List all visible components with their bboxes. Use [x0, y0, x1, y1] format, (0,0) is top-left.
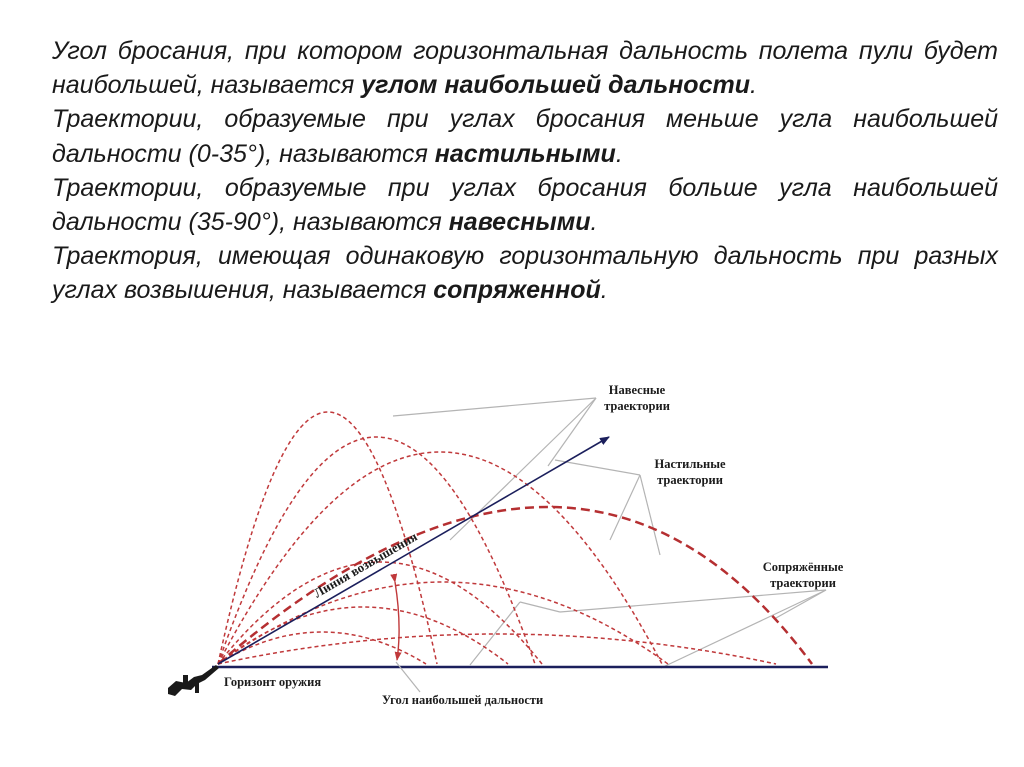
max-range-angle-label: Угол наибольшей дальности — [382, 693, 544, 707]
paragraph: Траектория, имеющая одинаковую горизонтальную дальность при разных углах возвышения, называется сопряженной. — [52, 242, 998, 305]
weapon-horizon-label: Горизонт оружия — [224, 675, 322, 689]
high-trajectories-label-line1: Навесные — [608, 383, 666, 397]
rifle-icon — [168, 665, 219, 696]
flat-trajectory-3 — [218, 632, 426, 664]
elevation-line-arrow — [218, 437, 609, 664]
conjugate-trajectories-label-line2: траектории — [770, 576, 836, 590]
paragraph: Угол бросания, при котором горизонтальная дальность полета пули будет наибольшей, называется углом наибольшей дальности. — [52, 37, 998, 100]
paragraph: Траектории, образуемые при углах бросания меньше угла наибольшей дальности (0-35°), называются настильными. — [52, 105, 998, 168]
high-trajectories-label-line2: траектории — [604, 399, 670, 413]
high-trajectory-3 — [218, 452, 662, 664]
flat-trajectories-label-line2: траектории — [657, 473, 723, 487]
flat-trajectory-1 — [218, 562, 542, 664]
max-range-trajectory — [218, 507, 812, 664]
conjugate-trajectory-low — [218, 634, 776, 664]
max-range-angle-arc — [395, 582, 399, 660]
paragraph: Траектории, образуемые при углах бросания больше угла наибольшей дальности (35-90°), называются навесными. — [52, 173, 998, 237]
elevation-line-label: Линия возвышения — [310, 528, 420, 601]
leader-lines — [393, 398, 826, 668]
trajectories — [218, 412, 776, 664]
flat-trajectories-label-line1: Настильные — [654, 457, 726, 471]
conjugate-trajectories-label-line1: Сопряжённые — [762, 560, 844, 574]
